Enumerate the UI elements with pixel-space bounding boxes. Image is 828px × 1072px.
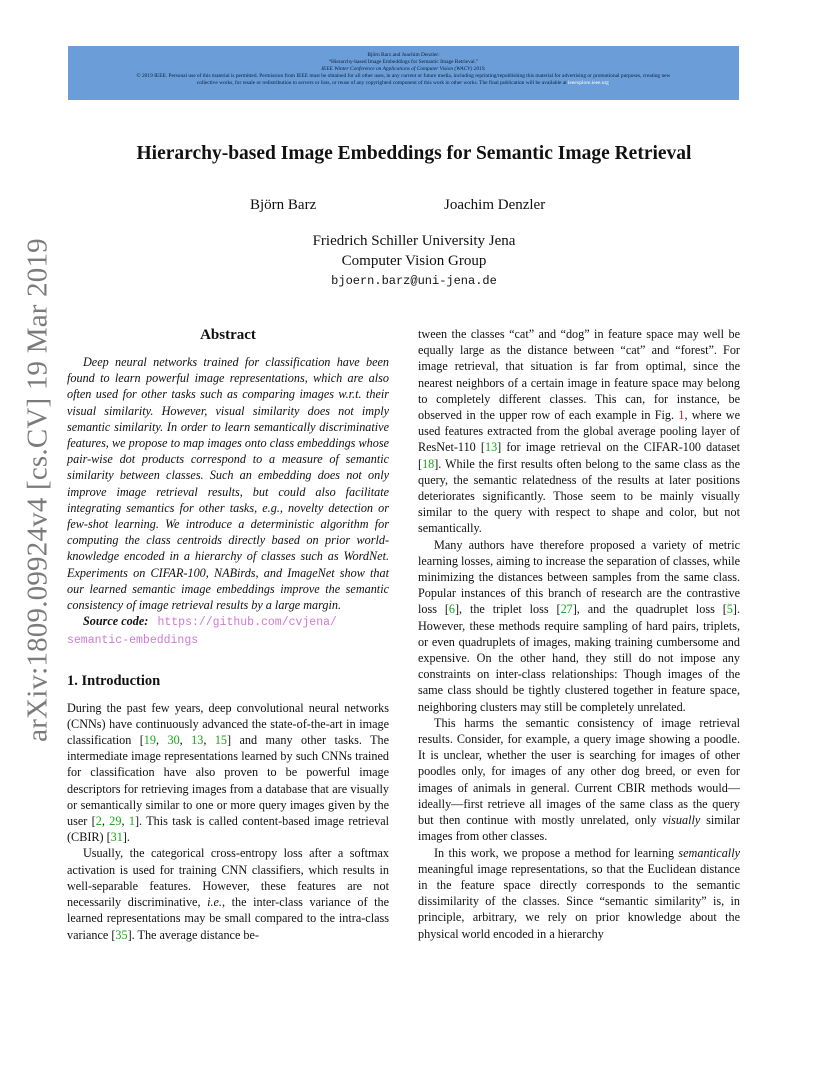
author-name: Joachim Denzler [444, 197, 546, 213]
text-run: , where we used features extracted from the global average pooling layer of ResNet-110 [ [418, 408, 741, 455]
author-name: Björn Barz [250, 197, 317, 213]
citation-link[interactable]: 29 [109, 814, 122, 829]
emphasis: visually [662, 813, 701, 828]
citation-link[interactable]: 30 [167, 733, 180, 748]
source-code-line [67, 613, 389, 649]
affiliation-university: Friedrich Schiller University Jena [312, 233, 516, 249]
author-email: bjoern.barz@uni-jena.de [331, 274, 497, 288]
notice-paper-title: “Hierarchy-based Image Embeddings for Semantic Image Retrieval.” [328, 59, 479, 65]
notice-period: . [608, 80, 611, 86]
citation-link[interactable]: 19 [143, 733, 156, 748]
ieee-link[interactable]: ieeexplore.ieee.org [567, 80, 609, 86]
text-run: , [179, 733, 192, 748]
source-code-url-cont[interactable]: semantic-embeddings [67, 634, 199, 648]
text-run: In this work, we propose a method for learning [434, 845, 679, 860]
text-run: , [101, 814, 110, 829]
text-run: ], the triplet loss [ [454, 602, 561, 617]
right-column [418, 326, 740, 942]
text-run: ]. The average distance be- [127, 927, 259, 942]
text-run: , [121, 814, 129, 829]
notice-copyright: © 2019 IEEE. Personal use of this material is permitted. Permission from IEEE must be obtained for all other uses, in any current or future media, including reprinting/republishing this material for advertising or promotional purposes, creating new [136, 73, 671, 79]
intro-paragraph [67, 845, 389, 942]
notice-text: collective works, for resale or redistribution to servers or lists, or reuse of any copyrighted component of this work in other works. The final publication will be available at [196, 80, 568, 86]
text-run: ]. However, these methods require sampling of hard pairs, triplets, or even quadruplets of images, making training cumbersome and expensive. On the other hand, they still do not impose any constraints on inter-class relationships: Though images of the same class should be tightly clustered together in feature space, neighboring clusters may still be completely unrelated. [418, 602, 740, 714]
figure-link[interactable]: 1 [678, 408, 685, 423]
citation-link[interactable]: 1 [128, 814, 135, 829]
left-column [67, 326, 389, 943]
emphasis: i.e. [207, 895, 222, 910]
citation-link[interactable]: 15 [214, 733, 227, 748]
notice-copyright-cont [68, 80, 739, 87]
notice-authors: Björn Barz and Joachim Denzler: [367, 52, 440, 58]
text-run: ] and many other tasks. The intermediate image representations learned by such CNNs trained for classification have also proven to be powerful image descriptors for retrieving images from a database that are visually or semantically similar to one or more query images given by the user [ [67, 733, 390, 829]
text-run: , the inter-class variance of the learned representations may be small compared to the intra-class variance [ [67, 895, 389, 942]
text-run: ]. This task is called content-based image retrieval (CBIR) [ [67, 814, 389, 845]
emphasis: semantically [678, 845, 740, 860]
body-paragraph [418, 537, 740, 715]
intro-paragraph [67, 700, 389, 846]
text-run: Many authors have therefore proposed a variety of metric learning losses, aiming to increase the separation of classes, while minimizing the distances between samples from the same class. Popular instances of this branch of research are the contrastive loss [ [418, 537, 740, 617]
text-run: ] for image retrieval on the CIFAR-100 dataset [ [418, 440, 741, 471]
section-heading-introduction: 1. Introduction [67, 672, 161, 689]
text-run: meaningful image representations, so that the Euclidean distance in the feature space directly corresponds to the semantic dissimilarity of the classes. Since “semantic similarity” is, in principle, arbitrary, we rely on prior knowledge about the physical world encoded in a hierarchy [418, 861, 740, 941]
text-run: This harms the semantic consistency of image retrieval results. Consider, for example, a query image showing a poodle. It is unclear, whether the user is searching for images of other poodles only, for images of any other dog breed, or even for images of animals in general. Current CBIR methods would—ideally—first retrieve all images of the same class as the query but then continue with mostly unrelated, only [418, 715, 740, 828]
text-run: During the past few years, deep convolutional neural networks (CNNs) have continuously advanced the state-of-the-art in image classification [ [67, 700, 389, 748]
copyright-notice-banner [68, 46, 739, 100]
arxiv-stamp: arXiv:1809.09924v4 [cs.CV] 19 Mar 2019 [21, 238, 54, 742]
source-code-url[interactable]: https://github.com/cvjena/ [157, 616, 337, 630]
citation-link[interactable]: 5 [726, 602, 733, 617]
body-paragraph [418, 715, 740, 845]
citation-link[interactable]: 13 [191, 733, 204, 748]
citation-link[interactable]: 18 [422, 456, 435, 471]
affiliation-group: Computer Vision Group [341, 253, 487, 269]
citation-link[interactable]: 13 [484, 440, 498, 455]
text-run: similar images from other classes. [418, 813, 740, 844]
text-run: ]. While the first results often belong to the same class as the query, the semantic relatedness of the results at later positions deteriorates significantly. Those seem to be mainly visually similar to the query with respect to shape and color, but not semantically. [418, 456, 740, 536]
notice-venue: IEEE Winter Conference on Applications of Computer Vision (WACV) 2019. [321, 66, 486, 72]
body-paragraph [418, 845, 740, 942]
citation-link[interactable]: 2 [95, 814, 102, 829]
paper-title: Hierarchy-based Image Embeddings for Semantic Image Retrieval [136, 143, 692, 164]
body-paragraph [418, 326, 740, 537]
citation-link[interactable]: 31 [110, 830, 123, 845]
text-run: tween the classes “cat” and “dog” in feature space may well be equally large as the distance between “cat” and “forest”. For image retrieval, that situation is far from optimal, since the nearest neighbors of a certain image in feature space may belong to completely different classes. This can, for instance, be observed in the upper row of each example in Fig. [418, 327, 740, 423]
source-code-label: Source code: [83, 614, 149, 629]
citation-link[interactable]: 6 [448, 602, 455, 617]
citation-link[interactable]: 27 [560, 602, 573, 617]
abstract-heading: Abstract [200, 327, 256, 343]
text-run: Usually, the categorical cross-entropy loss after a softmax activation is used for training CNN classifiers, which results in well-separable features. However, these features are not necessarily discriminative, [67, 846, 389, 910]
citation-link[interactable]: 35 [115, 927, 128, 942]
text-run: , [155, 733, 168, 748]
abstract-text: Deep neural networks trained for classification have been found to learn powerful image representations, which are also often used for other tasks such as comparing images w.r.t. their visual similarity. However, visual similarity does not imply semantic similarity. In order to learn semantically discriminative features, we propose to map images onto class embeddings whose pair-wise dot products correspond to a measure of semantic similarity between classes. Such an embedding does not only improve image retrieval results, but could also facilitate integrating semantics for other tasks, e.g., novelty detection or few-shot learning. We introduce a deterministic algorithm for computing the class centroids directly based on prior world-knowledge encoded in a hierarchy of classes such as WordNet. Experiments on CIFAR-100, NABirds, and ImageNet show that our learned semantic image embeddings improve the semantic consistency of image retrieval results by a large margin. [67, 355, 389, 613]
text-run: , [203, 733, 215, 748]
text-run: ]. [122, 830, 130, 845]
text-run: ], and the quadruplet loss [ [572, 602, 727, 617]
